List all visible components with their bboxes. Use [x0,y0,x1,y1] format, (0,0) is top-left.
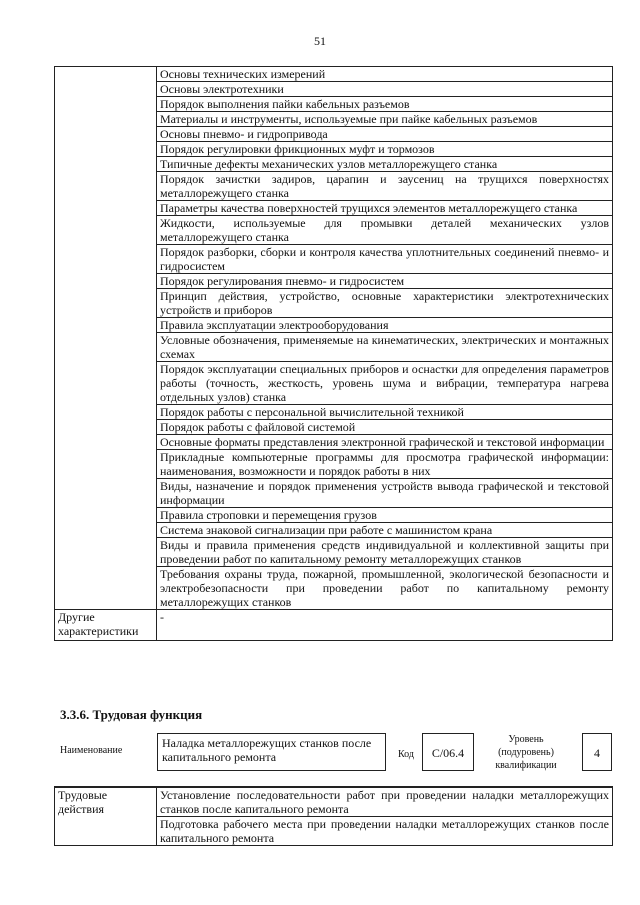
knowledge-row [55,67,613,82]
labor-action-row [55,787,613,817]
knowledge-label-cell [55,67,157,610]
labor-action-item: Установление последовательности работ при проведении наладки металлорежущих станков после капитального ремонта [157,787,613,817]
knowledge-item: Основы пневмо- и гидропривода [157,127,613,142]
knowledge-item: Порядок зачистки задиров, царапин и заусениц на трущихся поверхностях металлорежущего станка [157,172,613,201]
labor-action-item: Подготовка рабочего места при проведении наладки металлорежущих станков после капитального ремонта [157,817,613,846]
qualification-level-value: 4 [582,733,612,771]
other-characteristics-value: - [157,610,613,641]
qualification-level-label: Уровень (подуровень) квалификации [495,734,557,771]
knowledge-item: Порядок работы с персональной вычислительной техникой [157,405,613,420]
function-code-value: С/06.4 [422,733,474,771]
knowledge-item: Условные обозначения, применяемые на кинематических, электрических и монтажных схемах [157,333,613,362]
knowledge-item: Порядок выполнения пайки кабельных разъемов [157,97,613,112]
knowledge-item: Порядок регулировки фрикционных муфт и тормозов [157,142,613,157]
knowledge-item: Порядок разборки, сборки и контроля качества уплотнительных соединений пневмо- и гидросистем [157,245,613,274]
knowledge-item: Типичные дефекты механических узлов металлорежущего станка [157,157,613,172]
name-label: Наименование [60,745,123,756]
knowledge-item: Порядок работы с файловой системой [157,420,613,435]
knowledge-item: Правила эксплуатации электрооборудования [157,318,613,333]
labor-actions-table [54,786,613,846]
knowledge-item: Требования охраны труда, пожарной, промышленной, экологической безопасности и электробезопасности при проведении работ по капитальному ремонту металлорежущих станков [157,567,613,610]
knowledge-item: Порядок эксплуатации специальных приборов и оснастки для определения параметров работы (точность, жесткость, уровень шума и вибрации, температура нагрева отдельных узлов) станка [157,362,613,405]
labor-actions-label: Трудовые действия [55,787,157,846]
knowledge-item: Основы технических измерений [157,67,613,82]
knowledge-item: Основные форматы представления электронной графической и текстовой информации [157,435,613,450]
knowledge-item: Порядок регулирования пневмо- и гидросистем [157,274,613,289]
knowledge-table [54,66,613,641]
section-title: 3.3.6. Трудовая функция [60,707,203,722]
knowledge-item: Основы электротехники [157,82,613,97]
knowledge-item: Жидкости, используемые для промывки деталей механических узлов металлорежущего станка [157,216,613,245]
knowledge-item: Параметры качества поверхностей трущихся элементов металлорежущего станка [157,201,613,216]
knowledge-item: Прикладные компьютерные программы для просмотра графической информации: наименования, возможности и порядок работы в них [157,450,613,479]
knowledge-item: Виды, назначение и порядок применения устройств вывода графической и текстовой информации [157,479,613,508]
knowledge-item: Материалы и инструменты, используемые при пайке кабельных разъемов [157,112,613,127]
knowledge-item: Система знаковой сигнализации при работе с машинистом крана [157,523,613,538]
knowledge-item: Виды и правила применения средств индивидуальной и коллективной защиты при проведении работ по капитальному ремонту металлорежущих станков [157,538,613,567]
other-characteristics-row [55,610,613,641]
knowledge-item: Принцип действия, устройство, основные характеристики электротехнических устройств и приборов [157,289,613,318]
page-number: 51 [314,34,326,48]
other-characteristics-label: Другие характеристики [55,610,157,641]
knowledge-item: Правила строповки и перемещения грузов [157,508,613,523]
code-label: Код [398,749,414,760]
function-name-value: Наладка металлорежущих станков после капитального ремонта [157,733,386,771]
